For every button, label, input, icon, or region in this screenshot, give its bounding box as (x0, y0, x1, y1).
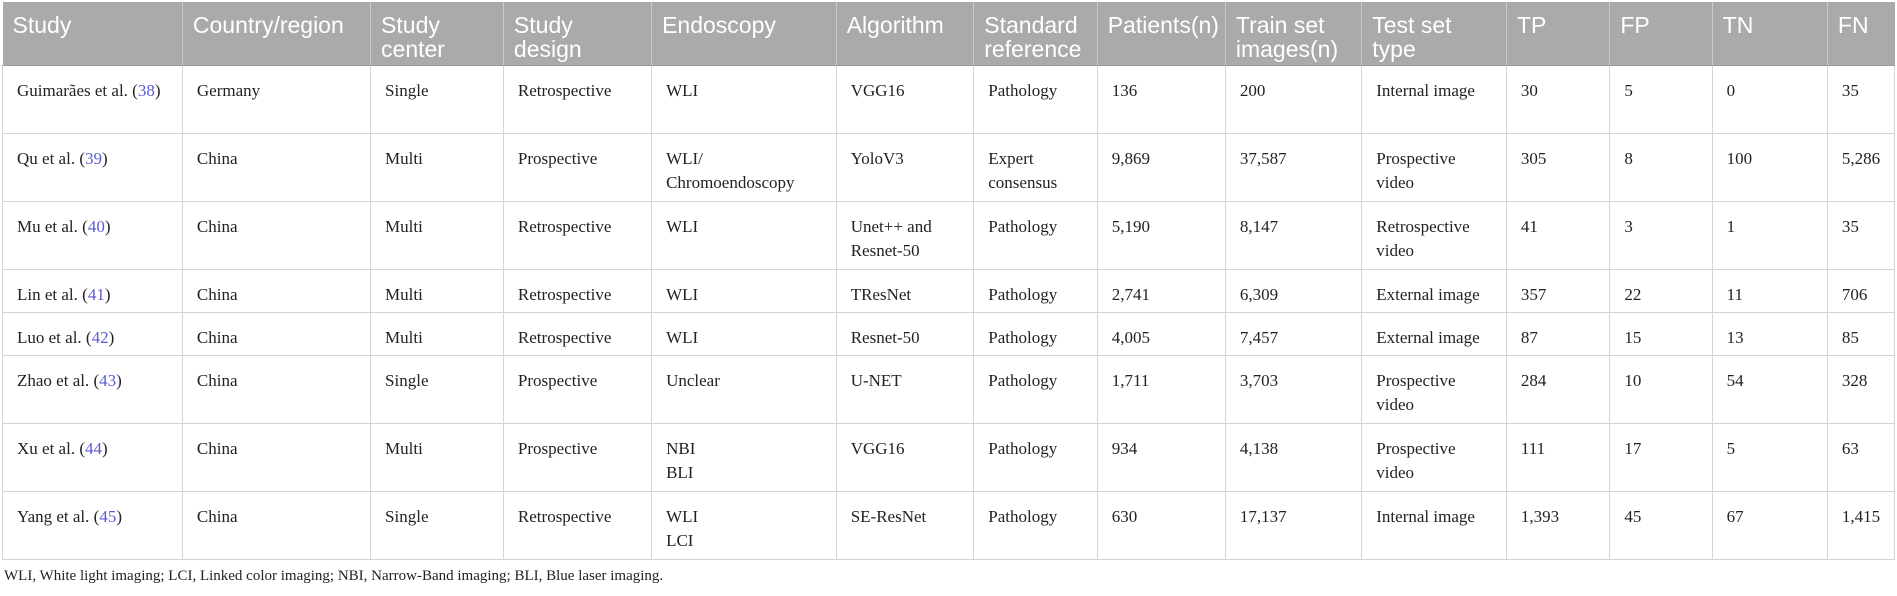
country-cell: China (182, 312, 370, 355)
fn-cell: 35 (1827, 201, 1894, 269)
study-close-paren: ) (116, 370, 122, 390)
algorithm-cell: Unet++ and Resnet-50 (836, 201, 974, 269)
center-cell: Multi (371, 423, 504, 491)
patients-cell: 934 (1097, 423, 1225, 491)
study-close-paren: ) (101, 438, 108, 458)
endoscopy-cell: WLI LCI (652, 491, 837, 559)
patients-cell: 136 (1097, 65, 1225, 133)
table-row (3, 312, 1895, 355)
study-close-paren: ) (101, 148, 108, 168)
test-type-cell: External image (1362, 312, 1507, 355)
table-row (3, 269, 1895, 312)
header-cell: Patients(n) (1097, 2, 1225, 65)
algorithm-cell: U-NET (836, 355, 974, 423)
study-author: Mu et al. ( (17, 216, 88, 236)
reference-cell: Pathology (974, 269, 1097, 312)
train-cell: 7,457 (1225, 312, 1361, 355)
center-cell: Single (371, 65, 504, 133)
tn-cell: 1 (1712, 201, 1827, 269)
fn-cell: 85 (1827, 312, 1894, 355)
algorithm-cell: TResNet (836, 269, 974, 312)
design-cell: Retrospective (503, 269, 651, 312)
endoscopy-cell: WLI/ Chromoendoscopy (652, 133, 837, 201)
fn-cell: 35 (1827, 65, 1894, 133)
design-cell: Retrospective (503, 201, 651, 269)
reference-link[interactable]: 39 (84, 148, 102, 168)
fp-cell: 22 (1610, 269, 1712, 312)
test-type-cell: Prospective video (1362, 423, 1507, 491)
tp-cell: 41 (1506, 201, 1609, 269)
algorithm-cell: Resnet-50 (836, 312, 974, 355)
train-cell: 3,703 (1225, 355, 1361, 423)
tn-cell: 54 (1712, 355, 1827, 423)
patients-cell: 1,711 (1097, 355, 1225, 423)
header-cell: TP (1506, 2, 1609, 65)
study-cell (3, 201, 183, 269)
algorithm-cell: VGG16 (836, 423, 974, 491)
table-row (3, 133, 1895, 201)
table-row (3, 65, 1895, 133)
tp-cell: 357 (1506, 269, 1609, 312)
endoscopy-cell: WLI (652, 65, 837, 133)
algorithm-cell: SE-ResNet (836, 491, 974, 559)
country-cell: China (182, 423, 370, 491)
design-cell: Prospective (503, 423, 651, 491)
train-cell: 6,309 (1225, 269, 1361, 312)
train-cell: 37,587 (1225, 133, 1361, 201)
design-cell: Prospective (503, 355, 651, 423)
design-cell: Retrospective (503, 312, 651, 355)
study-cell (3, 491, 183, 559)
endoscopy-cell: WLI (652, 269, 837, 312)
study-close-paren: ) (154, 80, 161, 100)
study-author: Xu et al. ( (17, 438, 85, 458)
header-cell: FP (1610, 2, 1712, 65)
study-cell (3, 423, 183, 491)
fn-cell: 5,286 (1827, 133, 1894, 201)
header-cell: Algorithm (836, 2, 974, 65)
table-row (3, 491, 1895, 559)
tn-cell: 13 (1712, 312, 1827, 355)
center-cell: Multi (371, 269, 504, 312)
reference-cell: Pathology (974, 355, 1097, 423)
fn-cell: 706 (1827, 269, 1894, 312)
study-author: Zhao et al. ( (17, 370, 100, 390)
reference-link[interactable]: 38 (137, 80, 155, 100)
test-type-cell: External image (1362, 269, 1507, 312)
test-type-cell: Internal image (1362, 491, 1507, 559)
header-cell: Test set type (1362, 2, 1507, 65)
study-author: Guimarães et al. ( (17, 80, 138, 100)
tp-cell: 87 (1506, 312, 1609, 355)
reference-link[interactable]: 44 (84, 438, 102, 458)
endoscopy-cell: Unclear (652, 355, 837, 423)
patients-cell: 5,190 (1097, 201, 1225, 269)
country-cell: China (182, 269, 370, 312)
test-type-cell: Prospective video (1362, 133, 1507, 201)
test-type-cell: Prospective video (1362, 355, 1507, 423)
reference-cell: Pathology (974, 65, 1097, 133)
fn-cell: 328 (1827, 355, 1894, 423)
tp-cell: 305 (1506, 133, 1609, 201)
study-cell (3, 269, 183, 312)
fp-cell: 3 (1610, 201, 1712, 269)
reference-link[interactable]: 40 (87, 216, 105, 236)
study-cell (3, 65, 183, 133)
endoscopy-cell: WLI (652, 312, 837, 355)
center-cell: Multi (371, 312, 504, 355)
train-cell: 200 (1225, 65, 1361, 133)
study-author: Yang et al. ( (17, 506, 100, 526)
table-row (3, 201, 1895, 269)
patients-cell: 9,869 (1097, 133, 1225, 201)
fn-cell: 63 (1827, 423, 1894, 491)
fn-cell: 1,415 (1827, 491, 1894, 559)
fp-cell: 8 (1610, 133, 1712, 201)
tn-cell: 100 (1712, 133, 1827, 201)
tp-cell: 30 (1506, 65, 1609, 133)
endoscopy-cell: WLI (652, 201, 837, 269)
table-footnote: WLI, White light imaging; LCI, Linked color imaging; NBI, Narrow-Band imaging; BLI, Blue laser imaging. (4, 568, 664, 584)
algorithm-cell: VGG16 (836, 65, 974, 133)
country-cell: Germany (182, 65, 370, 133)
header-cell: Standard reference (974, 2, 1097, 65)
center-cell: Single (371, 491, 504, 559)
center-cell: Multi (371, 133, 504, 201)
table-wrapper (2, 2, 1895, 560)
study-close-paren: ) (104, 216, 111, 236)
center-cell: Single (371, 355, 504, 423)
header-cell: Study (3, 2, 183, 65)
endoscopy-cell: NBI BLI (652, 423, 837, 491)
header-cell: Country/region (182, 2, 370, 65)
table-row (3, 355, 1895, 423)
tn-cell: 5 (1712, 423, 1827, 491)
study-cell (3, 133, 183, 201)
header-cell: Study center (371, 2, 504, 65)
train-cell: 17,137 (1225, 491, 1361, 559)
fp-cell: 45 (1610, 491, 1712, 559)
country-cell: China (182, 491, 370, 559)
reference-cell: Pathology (974, 201, 1097, 269)
center-cell: Multi (371, 201, 504, 269)
tn-cell: 0 (1712, 65, 1827, 133)
header-cell: FN (1827, 2, 1894, 65)
tn-cell: 67 (1712, 491, 1827, 559)
patients-cell: 2,741 (1097, 269, 1225, 312)
reference-link[interactable]: 45 (99, 506, 117, 526)
study-author: Qu et al. ( (17, 148, 85, 168)
test-type-cell: Retrospective video (1362, 201, 1507, 269)
tp-cell: 1,393 (1506, 491, 1609, 559)
patients-cell: 630 (1097, 491, 1225, 559)
header-cell: Endoscopy (652, 2, 837, 65)
reference-cell: Pathology (974, 423, 1097, 491)
study-close-paren: ) (108, 327, 115, 347)
reference-link[interactable]: 43 (99, 370, 117, 390)
country-cell: China (182, 355, 370, 423)
fp-cell: 10 (1610, 355, 1712, 423)
patients-cell: 4,005 (1097, 312, 1225, 355)
design-cell: Retrospective (503, 65, 651, 133)
header-row (3, 2, 1895, 65)
reference-cell: Expert consensus (974, 133, 1097, 201)
study-author: Lin et al. ( (17, 284, 88, 304)
table-row (3, 423, 1895, 491)
reference-link[interactable]: 42 (91, 327, 109, 347)
algorithm-cell: YoloV3 (836, 133, 974, 201)
fp-cell: 5 (1610, 65, 1712, 133)
reference-cell: Pathology (974, 491, 1097, 559)
study-author: Luo et al. ( (17, 327, 92, 347)
study-cell (3, 355, 183, 423)
train-cell: 8,147 (1225, 201, 1361, 269)
fp-cell: 15 (1610, 312, 1712, 355)
train-cell: 4,138 (1225, 423, 1361, 491)
table-body (3, 65, 1895, 559)
header-cell: Study design (503, 2, 651, 65)
country-cell: China (182, 201, 370, 269)
tp-cell: 284 (1506, 355, 1609, 423)
tn-cell: 11 (1712, 269, 1827, 312)
design-cell: Retrospective (503, 491, 651, 559)
reference-cell: Pathology (974, 312, 1097, 355)
study-close-paren: ) (116, 506, 122, 526)
study-cell (3, 312, 183, 355)
header-cell: TN (1712, 2, 1827, 65)
study-close-paren: ) (104, 284, 111, 304)
country-cell: China (182, 133, 370, 201)
header-cell: Train set images(n) (1225, 2, 1361, 65)
fp-cell: 17 (1610, 423, 1712, 491)
test-type-cell: Internal image (1362, 65, 1507, 133)
design-cell: Prospective (503, 133, 651, 201)
tp-cell: 111 (1506, 423, 1609, 491)
study-table (2, 2, 1895, 560)
reference-link[interactable]: 41 (87, 284, 105, 304)
